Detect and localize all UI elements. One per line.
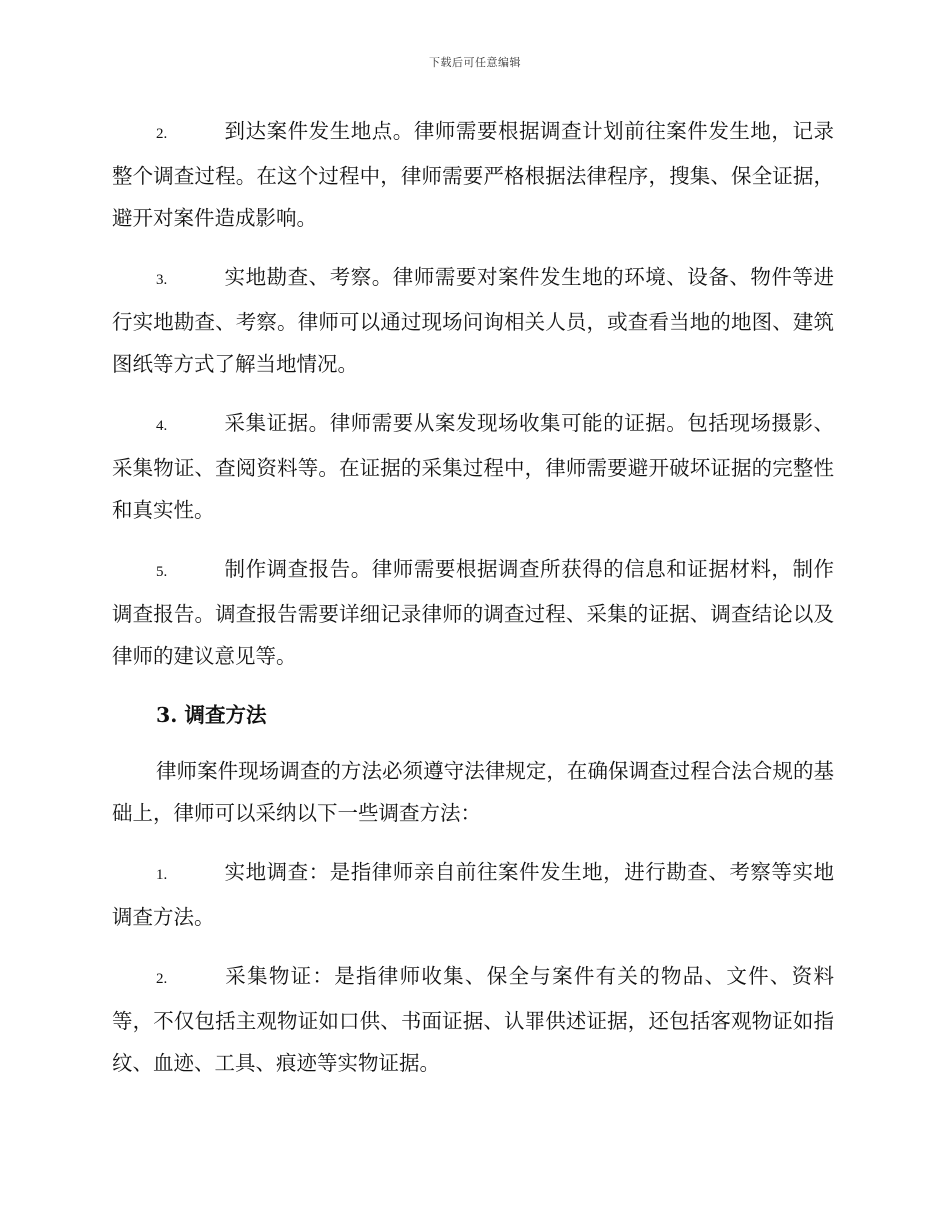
list-item-text: 实地勘查、考察。律师需要对案件发生地的环境、设备、物件等进行实地勘查、考察。律师可以通过现场问询相关人员，或查看当地的地图、建筑图纸等方式了解当地情况。 <box>112 265 834 376</box>
list-item <box>112 256 834 385</box>
list-item-text: 采集证据。律师需要从案发现场收集可能的证据。包括现场摄影、采集物证、查阅资料等。在证据的采集过程中，律师需要避开破坏证据的完整性和真实性。 <box>112 411 834 522</box>
section-heading: 3. 调查方法 <box>156 703 267 727</box>
list-item-text: 到达案件发生地点。律师需要根据调查计划前往案件发生地，记录整个调查过程。在这个过程中，律师需要严格根据法律程序，搜集、保全证据，避开对案件造成影响。 <box>112 119 834 230</box>
document-body <box>112 110 834 1101</box>
section-intro-paragraph: 律师案件现场调查的方法必须遵守法律规定，在确保调查过程合法合规的基础上，律师可以采纳以下一些调查方法： <box>112 759 834 825</box>
list-item <box>112 548 834 677</box>
list-item <box>112 851 834 938</box>
list-item-number: 5. <box>156 564 168 580</box>
list-item-number: 4. <box>156 418 168 434</box>
list-item-text: 制作调查报告。律师需要根据调查所获得的信息和证据材料，制作调查报告。调查报告需要详细记录律师的调查过程、采集的证据、调查结论以及律师的建议意见等。 <box>112 557 834 668</box>
list-item-number: 2. <box>156 126 168 142</box>
list-item <box>112 955 834 1084</box>
list-item-text: 采集物证：是指律师收集、保全与案件有关的物品、文件、资料等，不仅包括主观物证如口供、书面证据、认罪供述证据，还包括客观物证如指纹、血迹、工具、痕迹等实物证据。 <box>112 964 834 1075</box>
list-item-number: 1. <box>156 867 168 883</box>
page-header: 下载后可任意编辑 <box>429 56 521 69</box>
list-item <box>112 110 834 239</box>
list-item <box>112 402 834 531</box>
list-item-text: 实地调查：是指律师亲自前往案件发生地，进行勘查、考察等实地调查方法。 <box>112 860 834 929</box>
list-item-number: 2. <box>156 971 168 987</box>
list-item-number: 3. <box>156 272 168 288</box>
